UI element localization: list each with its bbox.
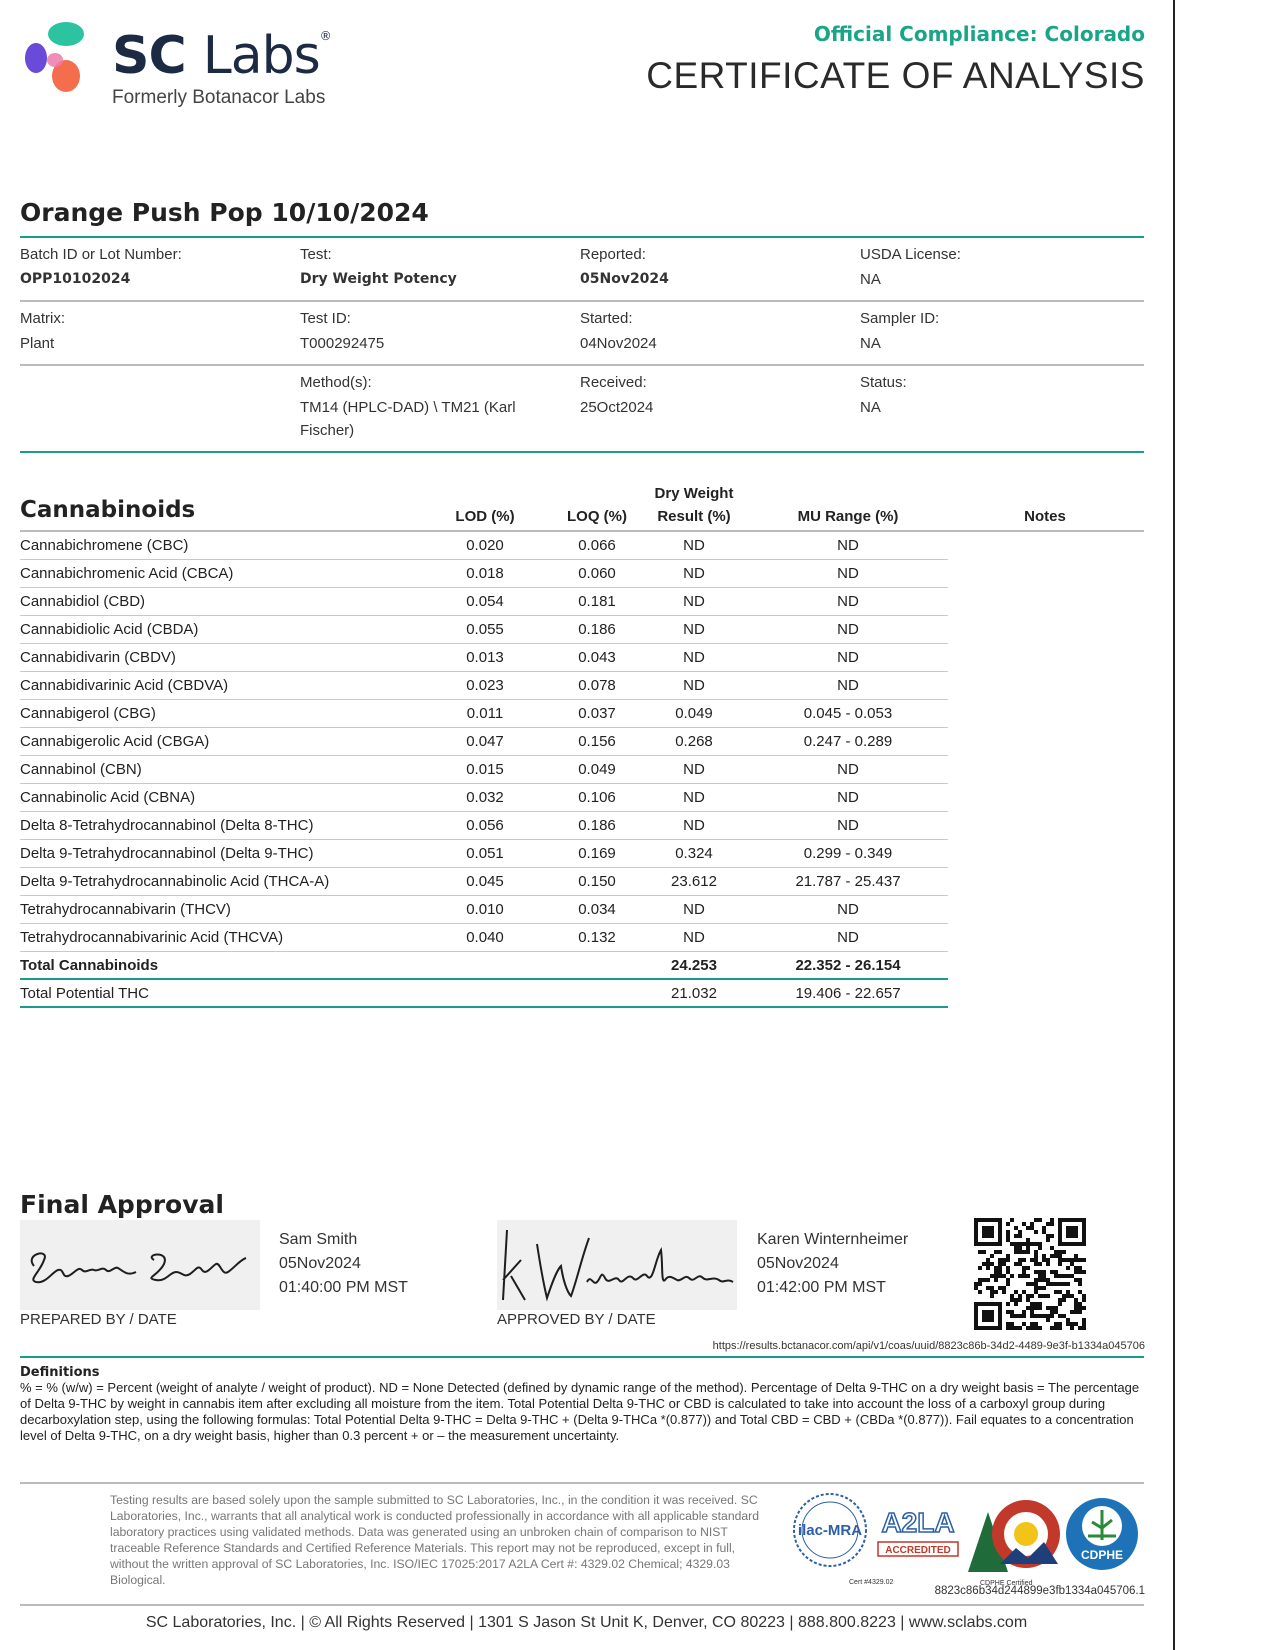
divider <box>20 1604 1144 1606</box>
result-cell: ND <box>683 621 705 638</box>
prepared-signature-icon <box>20 1220 260 1310</box>
reported-label: Reported: <box>580 246 646 263</box>
cdphe-label: CDPHE <box>1080 1548 1124 1562</box>
prepared-date: 05Nov2024 <box>279 1255 361 1272</box>
status-value: NA <box>860 399 881 416</box>
analyte-name: Cannabichromene (CBC) <box>20 537 189 554</box>
result-cell: ND <box>683 649 705 666</box>
testid-label: Test ID: <box>300 310 351 327</box>
lod-cell: 0.032 <box>466 789 504 806</box>
cert-number: Cert #4329.02 <box>849 1579 894 1586</box>
result-cell: 0.049 <box>675 705 713 722</box>
mu-cell: ND <box>837 621 859 638</box>
mu-cell: ND <box>837 817 859 834</box>
approved-date: 05Nov2024 <box>757 1255 839 1272</box>
usda-value: NA <box>860 271 881 288</box>
table-row <box>20 672 948 700</box>
methods-value-line2: Fischer) <box>300 422 355 439</box>
lod-cell: 0.045 <box>466 873 504 890</box>
result-header-line1: Dry Weight <box>654 485 734 502</box>
sc-labs-logo-icon <box>22 20 92 96</box>
analyte-name: Cannabichromenic Acid (CBCA) <box>20 565 234 582</box>
table-row <box>20 700 948 728</box>
result-cell: ND <box>683 761 705 778</box>
received-label: Received: <box>580 374 647 391</box>
analyte-name: Tetrahydrocannabivarin (THCV) <box>20 901 231 918</box>
loq-cell: 0.186 <box>578 621 616 638</box>
analyte-name: Delta 9-Tetrahydrocannabinolic Acid (THCA-A) <box>20 873 330 890</box>
result-cell: ND <box>683 817 705 834</box>
analyte-name: Cannabinol (CBN) <box>20 761 142 778</box>
table-row <box>20 924 948 952</box>
qr-code-icon[interactable] <box>974 1218 1086 1332</box>
table-row <box>20 560 948 588</box>
loq-cell: 0.043 <box>578 649 616 666</box>
analyte-name: Total Potential THC <box>20 985 149 1002</box>
mu-cell: 0.045 - 0.053 <box>803 705 893 722</box>
approved-time: 01:42:00 PM MST <box>757 1279 886 1296</box>
batch-label: Batch ID or Lot Number: <box>20 246 182 263</box>
mu-cell: ND <box>837 677 859 694</box>
logo-name-bold: SC <box>112 26 186 86</box>
table-row <box>20 728 948 756</box>
definitions-title: Definitions <box>20 1365 100 1380</box>
reported-value: 05Nov2024 <box>580 271 669 287</box>
divider <box>20 451 1144 453</box>
mu-cell: ND <box>837 565 859 582</box>
colorado-state-logo-icon <box>966 1492 1062 1576</box>
lod-cell: 0.010 <box>466 901 504 918</box>
result-cell: ND <box>683 537 705 554</box>
ilac-label: ilac-MRA <box>797 1522 863 1539</box>
total-thc-row <box>20 980 948 1008</box>
table-row <box>20 784 948 812</box>
sampler-label: Sampler ID: <box>860 310 940 327</box>
coa-url-link[interactable]: https://results.bctanacor.com/api/v1/coas/uuid/8823c86b-34d2-4489-9e3f-b1334a045706 <box>712 1340 1145 1352</box>
loq-cell: 0.037 <box>578 705 616 722</box>
lod-cell: 0.011 <box>466 705 504 722</box>
started-value: 04Nov2024 <box>580 335 657 352</box>
status-label: Status: <box>860 374 907 391</box>
sampler-value: NA <box>860 335 881 352</box>
test-label: Test: <box>300 246 332 263</box>
lod-cell: 0.056 <box>466 817 504 834</box>
loq-cell: 0.186 <box>578 817 616 834</box>
notes-header: Notes <box>1024 508 1066 525</box>
logo-name-light: Labs <box>202 26 320 86</box>
divider <box>20 364 1144 366</box>
registered-mark: ® <box>319 29 331 43</box>
loq-cell: 0.132 <box>578 929 616 946</box>
table-row <box>20 868 948 896</box>
table-row <box>20 812 948 840</box>
analyte-name: Cannabidiolic Acid (CBDA) <box>20 621 199 638</box>
a2la-label: A2LA <box>881 1507 955 1538</box>
approved-caption: APPROVED BY / DATE <box>497 1311 656 1328</box>
methods-value-line1: TM14 (HPLC-DAD) \ TM21 (Karl <box>300 399 516 416</box>
analyte-name: Cannabidiol (CBD) <box>20 593 146 610</box>
approved-signature-icon <box>497 1220 737 1310</box>
result-cell: ND <box>683 929 705 946</box>
lod-cell: 0.047 <box>466 733 504 750</box>
mu-cell: ND <box>837 593 859 610</box>
cdphe-icon <box>1064 1496 1140 1572</box>
table-row <box>20 532 948 560</box>
received-value: 25Oct2024 <box>580 399 654 416</box>
loq-cell: 0.034 <box>578 901 616 918</box>
lod-cell: 0.051 <box>466 845 504 862</box>
loq-header: LOQ (%) <box>567 508 627 525</box>
result-cell: ND <box>683 789 705 806</box>
definitions-text: % = % (w/w) = Percent (weight of analyte / weight of product). ND = None Detected (defined by dynamic range of the method). Percentage of Delta 9-THC on a dry weight basis = The percentage of Delta 9-THC by weight in cannabis item after excluding all moisture from the item. Total Potential Delta 9-THC or CBD is calculated to take into account the loss of a carboxyl group during decarboxylation step, using the following formulas: Total Potential Delta 9-THC = Delta 9-THC + (Delta 9-THCa *(0.877)) and Total CBD = CBD + (CBDa *(0.877)). Fail equates to a concentration level of Delta 9-THC, on a dry weight basis, higher than 0.3 percent + or – the measurement uncertainty. <box>20 1380 1140 1443</box>
a2la-accredited-icon <box>874 1496 962 1562</box>
lod-cell: 0.013 <box>466 649 504 666</box>
lod-cell: 0.040 <box>466 929 504 946</box>
logo-wordmark <box>112 26 331 86</box>
cannabinoids-title: Cannabinoids <box>20 497 196 523</box>
loq-cell: 0.150 <box>578 873 616 890</box>
logo-subtitle: Formerly Botanacor Labs <box>112 87 326 108</box>
table-row <box>20 588 948 616</box>
test-value: Dry Weight Potency <box>300 271 457 287</box>
loq-cell: 0.078 <box>578 677 616 694</box>
mu-cell: ND <box>837 537 859 554</box>
result-cell: 24.253 <box>671 957 717 974</box>
usda-label: USDA License: <box>860 246 961 263</box>
mu-cell: ND <box>837 929 859 946</box>
lod-cell: 0.055 <box>466 621 504 638</box>
started-label: Started: <box>580 310 633 327</box>
mu-cell: ND <box>837 789 859 806</box>
testid-value: T000292475 <box>300 335 385 352</box>
lod-header: LOD (%) <box>455 508 515 525</box>
result-header-line2: Result (%) <box>657 508 731 525</box>
analyte-name: Total Cannabinoids <box>20 957 159 974</box>
analyte-name: Cannabinolic Acid (CBNA) <box>20 789 196 806</box>
page-edge-rule <box>1173 0 1175 1650</box>
loq-cell: 0.049 <box>578 761 616 778</box>
loq-cell: 0.156 <box>578 733 616 750</box>
prepared-caption: PREPARED BY / DATE <box>20 1311 177 1328</box>
prepared-signature-image <box>20 1220 260 1310</box>
analyte-name: Cannabidivarinic Acid (CBDVA) <box>20 677 229 694</box>
result-cell: ND <box>683 565 705 582</box>
loq-cell: 0.060 <box>578 565 616 582</box>
result-cell: ND <box>683 593 705 610</box>
product-title: Orange Push Pop 10/10/2024 <box>20 198 429 227</box>
lod-cell: 0.023 <box>466 677 504 694</box>
loq-cell: 0.181 <box>578 593 616 610</box>
disclaimer-text: Testing results are based solely upon the sample submitted to SC Laboratories, Inc., in the condition it was received. SC Laboratories, Inc., warrants that all analytical work is conducted professionally in accordance with all applicable standard laboratory practices using validated methods. Data was generated using an unbroken chain of comparison to NIST traceable Reference Standards and Certified Reference Materials. This report may not be reproduced, except in full, without the written approval of SC Laboratories, Inc. ISO/IEC 17025:2017 A2LA Cert #: 4329.02 Chemical; 4329.03 Biological. <box>110 1493 759 1587</box>
result-cell: 21.032 <box>671 985 717 1002</box>
result-cell: 0.324 <box>675 845 713 862</box>
document-title: CERTIFICATE OF ANALYSIS <box>646 55 1145 96</box>
divider <box>20 300 1144 302</box>
analyte-name: Delta 8-Tetrahydrocannabinol (Delta 8-THC) <box>20 817 314 834</box>
table-row <box>20 616 948 644</box>
lod-cell: 0.018 <box>466 565 504 582</box>
mu-cell: ND <box>837 649 859 666</box>
mu-cell: 0.247 - 0.289 <box>803 733 893 750</box>
methods-label: Method(s): <box>300 374 372 391</box>
mu-header: MU Range (%) <box>797 508 899 525</box>
mu-cell: 0.299 - 0.349 <box>803 845 893 862</box>
table-row <box>20 756 948 784</box>
analyte-name: Delta 9-Tetrahydrocannabinol (Delta 9-THC) <box>20 845 314 862</box>
divider <box>20 1482 1144 1484</box>
matrix-label: Matrix: <box>20 310 65 327</box>
loq-cell: 0.066 <box>578 537 616 554</box>
divider <box>20 1356 1144 1358</box>
result-cell: ND <box>683 901 705 918</box>
analyte-name: Cannabigerolic Acid (CBGA) <box>20 733 210 750</box>
ilac-mra-icon <box>790 1490 870 1570</box>
loq-cell: 0.106 <box>578 789 616 806</box>
prepared-name: Sam Smith <box>279 1231 358 1248</box>
result-cell: ND <box>683 677 705 694</box>
mu-cell: 21.787 - 25.437 <box>795 873 901 890</box>
table-row <box>20 896 948 924</box>
total-cannabinoids-row <box>20 952 948 980</box>
prepared-time: 01:40:00 PM MST <box>279 1279 408 1296</box>
analyte-name: Cannabigerol (CBG) <box>20 705 156 722</box>
batch-value: OPP10102024 <box>20 271 131 287</box>
mu-cell: 19.406 - 22.657 <box>795 985 901 1002</box>
approved-signature-image <box>497 1220 737 1310</box>
table-row <box>20 840 948 868</box>
compliance-label: Official Compliance: Colorado <box>813 22 1145 46</box>
mu-cell: 22.352 - 26.154 <box>795 957 901 974</box>
analyte-name: Cannabidivarin (CBDV) <box>20 649 176 666</box>
mu-cell: ND <box>837 901 859 918</box>
analyte-name: Tetrahydrocannabivarinic Acid (THCVA) <box>20 929 284 946</box>
mu-cell: ND <box>837 761 859 778</box>
document-hash: 8823c86b34d244899e3fb1334a045706.1 <box>934 1585 1145 1597</box>
cdphe-certified: CDPHE Certified <box>980 1580 1033 1587</box>
approved-name: Karen Winternheimer <box>757 1231 909 1248</box>
final-approval-title: Final Approval <box>20 1190 224 1219</box>
loq-cell: 0.169 <box>578 845 616 862</box>
lod-cell: 0.020 <box>466 537 504 554</box>
accredited-label: ACCREDITED <box>885 1545 951 1556</box>
result-cell: 23.612 <box>671 873 717 890</box>
lod-cell: 0.015 <box>466 761 504 778</box>
result-cell: 0.268 <box>675 733 713 750</box>
table-row <box>20 644 948 672</box>
divider <box>20 236 1144 238</box>
footer-text: SC Laboratories, Inc. | © All Rights Reserved | 1301 S Jason St Unit K, Denver, CO 80223 | 888.800.8223 | www.sclabs.com <box>145 1614 1028 1631</box>
lod-cell: 0.054 <box>466 593 504 610</box>
matrix-value: Plant <box>20 335 55 352</box>
